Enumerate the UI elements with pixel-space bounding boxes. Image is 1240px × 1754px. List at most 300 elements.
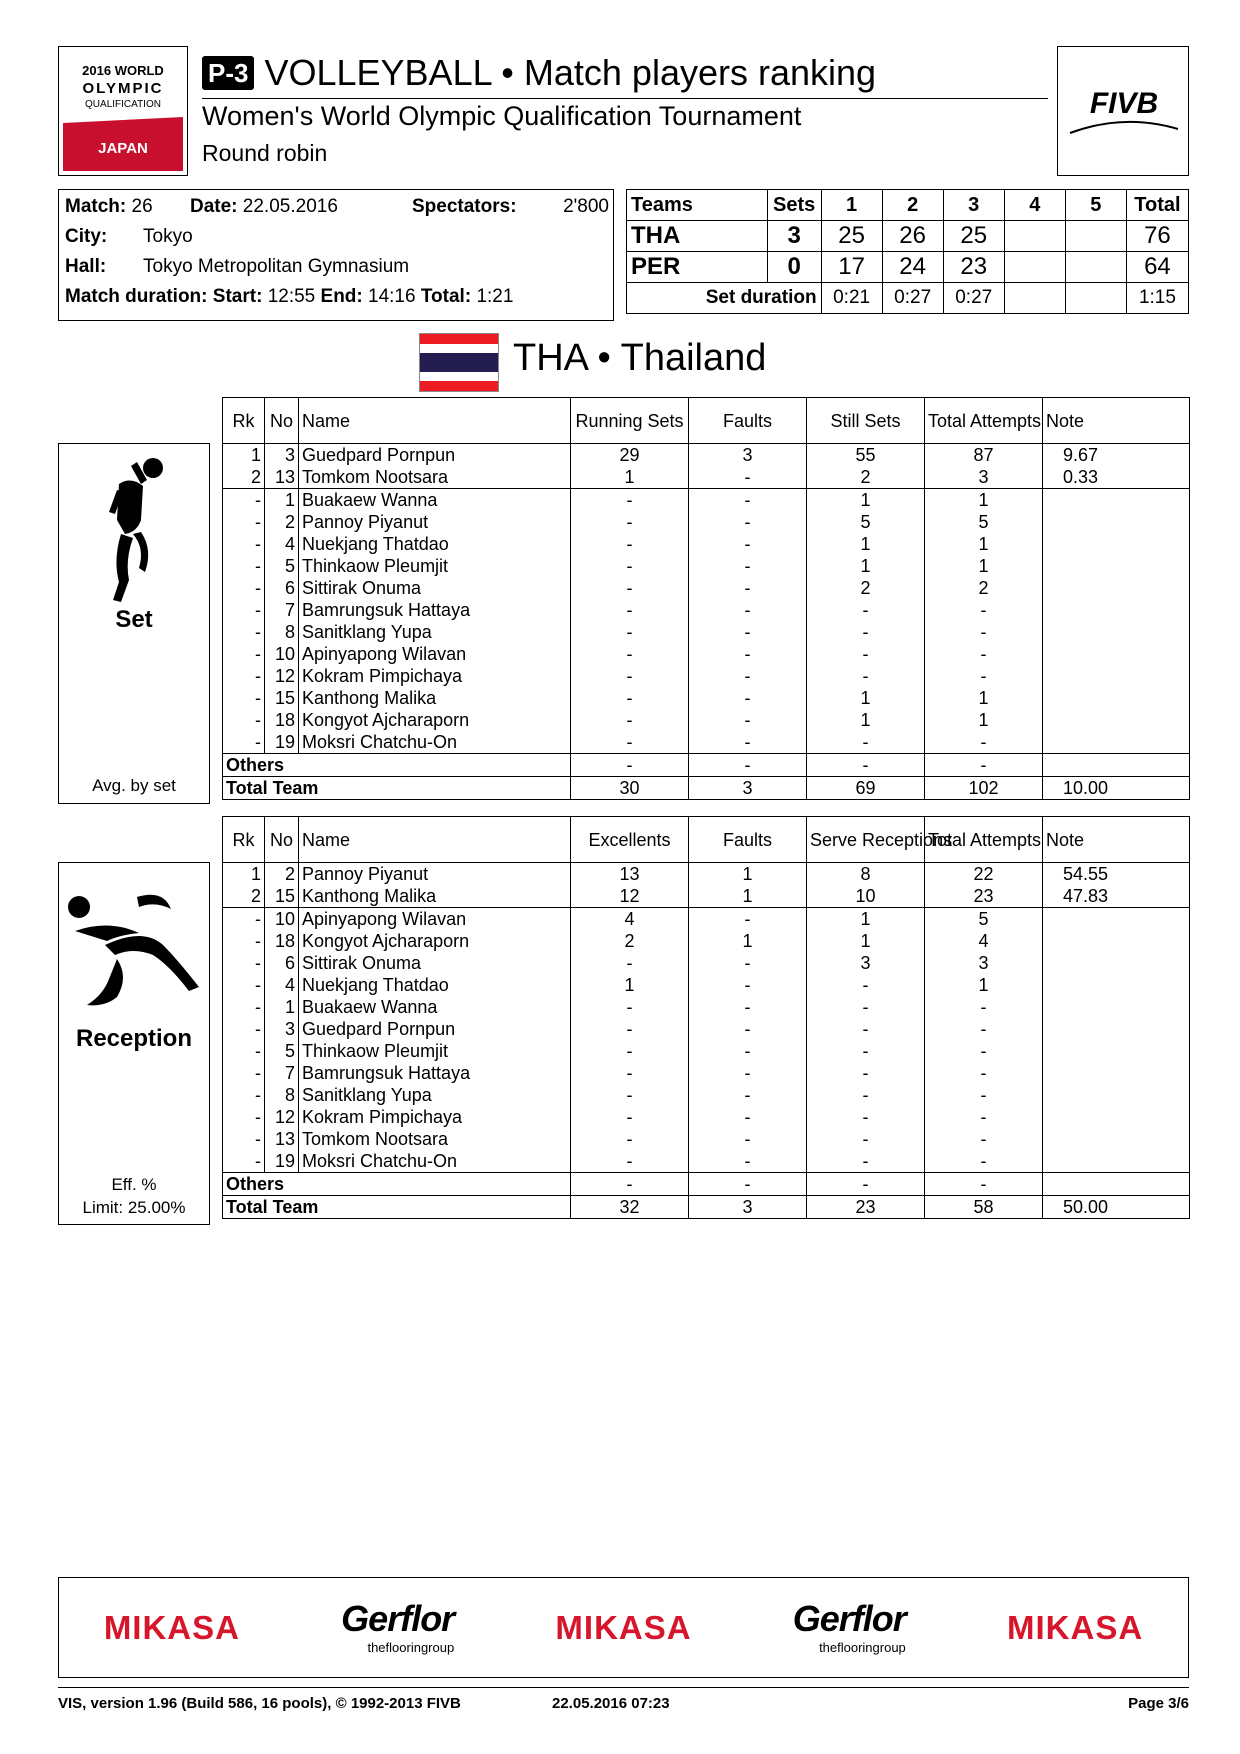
row-value-c: -: [807, 996, 925, 1018]
row-value-c: 10: [807, 885, 925, 908]
row-number: 8: [265, 1084, 299, 1106]
row-value-d: -: [925, 665, 1043, 687]
row-value-a: -: [571, 577, 689, 599]
rec-header-serve-receptions: Serve Receptions: [807, 817, 925, 863]
set-others-c: -: [807, 754, 925, 777]
rec-others-c: -: [807, 1173, 925, 1196]
row-player-name: Kanthong Malika: [299, 885, 571, 908]
row-note: [1043, 731, 1190, 754]
row-value-c: 8: [807, 863, 925, 886]
start-label: Start:: [212, 286, 263, 307]
score-header-set5: 5: [1065, 190, 1126, 221]
row-number: 13: [265, 1128, 299, 1150]
row-value-d: 5: [925, 511, 1043, 533]
gerflor-text: Gerflor: [341, 1598, 455, 1639]
row-value-c: -: [807, 1106, 925, 1128]
gerflor-tagline: theflooringroup: [367, 1640, 455, 1655]
row-note: [1043, 1128, 1190, 1150]
reception-side-panel: [58, 862, 210, 1225]
row-rank: -: [223, 731, 265, 754]
row-value-d: -: [925, 1150, 1043, 1173]
row-value-d: -: [925, 621, 1043, 643]
team-home-set3: 25: [943, 221, 1004, 252]
sponsor-banner: [58, 1577, 1189, 1678]
row-number: 15: [265, 885, 299, 908]
rec-others-label: Others: [223, 1173, 571, 1196]
row-value-c: -: [807, 1062, 925, 1084]
row-note: [1043, 489, 1190, 512]
row-rank: -: [223, 1040, 265, 1062]
row-value-c: 1: [807, 489, 925, 512]
set-others-d: -: [925, 754, 1043, 777]
score-header-teams: Teams: [627, 190, 768, 221]
row-number: 7: [265, 1062, 299, 1084]
rec-total-attempts: 58: [925, 1196, 1043, 1219]
row-number: 10: [265, 643, 299, 665]
set-header-note: Note: [1043, 398, 1190, 444]
city-value: Tokyo: [143, 226, 193, 247]
row-value-c: -: [807, 599, 925, 621]
team-home-total: 76: [1126, 221, 1188, 252]
row-value-a: 1: [571, 974, 689, 996]
table-row: [223, 709, 1190, 731]
row-player-name: Kongyot Ajcharaporn: [299, 930, 571, 952]
row-number: 1: [265, 996, 299, 1018]
team-away-set4: [1004, 252, 1065, 283]
row-value-d: 23: [925, 885, 1043, 908]
row-value-d: 4: [925, 930, 1043, 952]
mikasa-text: MIKASA: [1007, 1608, 1144, 1646]
footer-version: VIS, version 1.96 (Build 586, 16 pools), © 1992-2013 FIVB: [58, 1695, 461, 1712]
set-others-label: Others: [223, 754, 571, 777]
row-player-name: Guedpard Pornpun: [299, 444, 571, 467]
gerflor-tagline: theflooringroup: [819, 1640, 906, 1655]
table-row: [223, 908, 1190, 931]
row-note: [1043, 1062, 1190, 1084]
row-note: [1043, 687, 1190, 709]
set-total-label: Total Team: [223, 777, 571, 800]
spectators-label: Spectators:: [412, 196, 517, 217]
mikasa-text: MIKASA: [103, 1608, 240, 1646]
row-rank: -: [223, 577, 265, 599]
row-value-a: -: [571, 621, 689, 643]
mikasa-sponsor-logo: [511, 1578, 737, 1677]
footer-divider: [58, 1687, 1189, 1688]
row-value-a: -: [571, 555, 689, 577]
team-away-sets: 0: [767, 252, 821, 283]
team-home-set4: [1004, 221, 1065, 252]
row-value-c: 1: [807, 687, 925, 709]
table-row: [223, 885, 1190, 908]
rec-header-attempts: Total Attempts: [925, 817, 1043, 863]
row-value-b: -: [689, 1150, 807, 1173]
row-value-c: 2: [807, 577, 925, 599]
row-value-b: -: [689, 1084, 807, 1106]
row-value-d: 1: [925, 533, 1043, 555]
table-row: [223, 974, 1190, 996]
rec-header-faults: Faults: [689, 817, 807, 863]
row-rank: -: [223, 996, 265, 1018]
row-value-c: 1: [807, 555, 925, 577]
fivb-logo: [1057, 46, 1189, 176]
row-value-b: -: [689, 731, 807, 754]
row-rank: 2: [223, 885, 265, 908]
score-header-set1: 1: [821, 190, 882, 221]
team-home-set2: 26: [882, 221, 943, 252]
row-value-b: -: [689, 533, 807, 555]
row-value-b: -: [689, 643, 807, 665]
row-number: 18: [265, 930, 299, 952]
row-number: 4: [265, 974, 299, 996]
reception-pictogram-icon: [59, 875, 209, 1025]
row-value-c: -: [807, 1150, 925, 1173]
row-value-b: -: [689, 709, 807, 731]
set-total-faults: 3: [689, 777, 807, 800]
set-others-note: [1043, 754, 1190, 777]
logo-line-1: 2016 WORLD: [82, 63, 164, 78]
gerflor-sponsor-logo: [736, 1578, 962, 1677]
hall-label: Hall:: [65, 256, 107, 277]
row-value-b: -: [689, 577, 807, 599]
row-value-c: 1: [807, 930, 925, 952]
rec-total-label: Total Team: [223, 1196, 571, 1219]
set-header-name: Name: [299, 398, 571, 444]
mikasa-sponsor-logo: [59, 1578, 285, 1677]
row-note: [1043, 908, 1190, 931]
end-time: 14:16: [368, 286, 416, 307]
row-value-d: 1: [925, 709, 1043, 731]
row-note: [1043, 1040, 1190, 1062]
row-player-name: Thinkaow Pleumjit: [299, 555, 571, 577]
table-row: [223, 1084, 1190, 1106]
setter-pictogram-icon: [59, 450, 209, 620]
row-value-b: -: [689, 974, 807, 996]
row-rank: -: [223, 533, 265, 555]
set-side-panel: [58, 443, 210, 804]
row-value-a: -: [571, 1040, 689, 1062]
row-value-d: 2: [925, 577, 1043, 599]
row-value-c: -: [807, 665, 925, 687]
row-rank: -: [223, 511, 265, 533]
row-rank: -: [223, 974, 265, 996]
rec-others-note: [1043, 1173, 1190, 1196]
table-row: [223, 731, 1190, 754]
row-rank: 2: [223, 466, 265, 489]
row-player-name: Apinyapong Wilavan: [299, 643, 571, 665]
table-row: [223, 577, 1190, 599]
row-value-a: -: [571, 533, 689, 555]
row-note: [1043, 1150, 1190, 1173]
set-duration-4: [1004, 283, 1065, 314]
team-home-set1: 25: [821, 221, 882, 252]
footer-page: Page 3/6: [1128, 1695, 1189, 1712]
row-value-b: -: [689, 996, 807, 1018]
row-value-b: -: [689, 952, 807, 974]
row-number: 3: [265, 1018, 299, 1040]
match-date: 22.05.2016: [242, 196, 338, 217]
row-number: 6: [265, 577, 299, 599]
row-value-a: -: [571, 511, 689, 533]
score-header-set3: 3: [943, 190, 1004, 221]
row-rank: 1: [223, 863, 265, 886]
gerflor-text: Gerflor: [792, 1598, 906, 1639]
row-value-c: -: [807, 643, 925, 665]
row-note: [1043, 665, 1190, 687]
table-row: [223, 533, 1190, 555]
team-away-code: PER: [627, 252, 768, 283]
table-row: [223, 863, 1190, 886]
reception-note-eff: Eff. %: [111, 1175, 157, 1194]
row-value-b: -: [689, 1040, 807, 1062]
set-duration-total: 1:15: [1126, 283, 1188, 314]
row-note: [1043, 709, 1190, 731]
row-rank: -: [223, 1150, 265, 1173]
row-player-name: Pannoy Piyanut: [299, 863, 571, 886]
row-number: 5: [265, 555, 299, 577]
team-away-set3: 23: [943, 252, 1004, 283]
row-player-name: Moksri Chatchu-On: [299, 731, 571, 754]
row-value-d: -: [925, 599, 1043, 621]
end-label: End:: [320, 286, 363, 307]
row-value-d: -: [925, 1062, 1043, 1084]
reception-note-limit: Limit: 25.00%: [82, 1198, 186, 1217]
row-value-c: -: [807, 621, 925, 643]
row-value-a: -: [571, 1062, 689, 1084]
hall-value: Tokyo Metropolitan Gymnasium: [143, 256, 410, 277]
row-number: 19: [265, 1150, 299, 1173]
table-row: [223, 687, 1190, 709]
row-note: [1043, 974, 1190, 996]
rec-total-serve-receptions: 23: [807, 1196, 925, 1219]
row-value-c: 2: [807, 466, 925, 489]
row-value-d: -: [925, 1128, 1043, 1150]
table-row: [223, 996, 1190, 1018]
logo-line-3: QUALIFICATION: [85, 99, 161, 110]
title-text: VOLLEYBALL • Match players ranking: [264, 52, 877, 93]
row-value-a: -: [571, 1106, 689, 1128]
row-number: 7: [265, 599, 299, 621]
row-value-a: -: [571, 996, 689, 1018]
spectators-value: 2'800: [563, 196, 609, 217]
row-player-name: Moksri Chatchu-On: [299, 1150, 571, 1173]
row-player-name: Sittirak Onuma: [299, 577, 571, 599]
row-rank: -: [223, 930, 265, 952]
row-value-c: -: [807, 1128, 925, 1150]
row-player-name: Tomkom Nootsara: [299, 1128, 571, 1150]
table-row: [223, 643, 1190, 665]
row-value-d: 3: [925, 466, 1043, 489]
set-label: Set: [115, 606, 153, 633]
table-row: [223, 665, 1190, 687]
table-row: [223, 555, 1190, 577]
table-row: [223, 930, 1190, 952]
score-header-total: Total: [1126, 190, 1188, 221]
row-player-name: Kokram Pimpichaya: [299, 1106, 571, 1128]
set-duration-2: 0:27: [882, 283, 943, 314]
row-value-d: -: [925, 1040, 1043, 1062]
table-row: [223, 466, 1190, 489]
row-value-a: -: [571, 687, 689, 709]
table-row: [223, 952, 1190, 974]
set-duration-5: [1065, 283, 1126, 314]
footer-timestamp: 22.05.2016 07:23: [552, 1695, 670, 1712]
row-value-c: 5: [807, 511, 925, 533]
date-label: Date:: [190, 196, 238, 217]
fivb-text: FIVB: [1089, 87, 1159, 120]
set-total-note: 10.00: [1043, 777, 1190, 800]
score-header-sets: Sets: [767, 190, 821, 221]
row-player-name: Nuekjang Thatdao: [299, 533, 571, 555]
row-value-b: -: [689, 687, 807, 709]
match-label: Match:: [65, 196, 127, 217]
row-player-name: Bamrungsuk Hattaya: [299, 1062, 571, 1084]
table-row: [223, 621, 1190, 643]
row-value-b: -: [689, 665, 807, 687]
tournament-logo: [58, 46, 188, 176]
row-value-b: -: [689, 1062, 807, 1084]
row-note: [1043, 643, 1190, 665]
row-note: [1043, 511, 1190, 533]
row-note: [1043, 996, 1190, 1018]
row-value-c: -: [807, 974, 925, 996]
total-duration-label: Total:: [420, 286, 472, 307]
row-number: 12: [265, 665, 299, 687]
row-rank: -: [223, 1128, 265, 1150]
row-value-a: -: [571, 1128, 689, 1150]
rec-others-d: -: [925, 1173, 1043, 1196]
row-value-c: -: [807, 1084, 925, 1106]
row-value-d: 1: [925, 974, 1043, 996]
team-home-set5: [1065, 221, 1126, 252]
row-player-name: Tomkom Nootsara: [299, 466, 571, 489]
city-label: City:: [65, 226, 108, 247]
row-rank: -: [223, 1084, 265, 1106]
row-number: 18: [265, 709, 299, 731]
row-player-name: Nuekjang Thatdao: [299, 974, 571, 996]
row-number: 12: [265, 1106, 299, 1128]
row-number: 6: [265, 952, 299, 974]
row-player-name: Thinkaow Pleumjit: [299, 1040, 571, 1062]
row-number: 15: [265, 687, 299, 709]
row-number: 2: [265, 511, 299, 533]
row-value-a: -: [571, 709, 689, 731]
rec-header-note: Note: [1043, 817, 1190, 863]
logo-line-4: JAPAN: [98, 140, 148, 157]
row-player-name: Kokram Pimpichaya: [299, 665, 571, 687]
row-value-b: -: [689, 621, 807, 643]
table-row: [223, 1018, 1190, 1040]
row-value-d: 22: [925, 863, 1043, 886]
row-value-a: -: [571, 599, 689, 621]
team-away-total: 64: [1126, 252, 1188, 283]
row-rank: -: [223, 1062, 265, 1084]
row-rank: 1: [223, 444, 265, 467]
row-number: 13: [265, 466, 299, 489]
row-value-b: -: [689, 1128, 807, 1150]
row-player-name: Buakaew Wanna: [299, 489, 571, 512]
table-row: [223, 1062, 1190, 1084]
row-rank: -: [223, 643, 265, 665]
set-header-rk: Rk: [223, 398, 265, 444]
row-value-b: -: [689, 489, 807, 512]
match-number: 26: [131, 196, 153, 217]
row-value-d: 1: [925, 555, 1043, 577]
set-total-attempts: 102: [925, 777, 1043, 800]
row-note: 9.67: [1043, 444, 1190, 467]
rec-total-faults: 3: [689, 1196, 807, 1219]
row-number: 5: [265, 1040, 299, 1062]
table-row: [223, 511, 1190, 533]
row-player-name: Sanitklang Yupa: [299, 621, 571, 643]
set-header-attempts: Total Attempts: [925, 398, 1043, 444]
row-note: [1043, 930, 1190, 952]
row-value-b: -: [689, 555, 807, 577]
start-time: 12:55: [267, 286, 316, 307]
table-row: [223, 599, 1190, 621]
row-rank: -: [223, 621, 265, 643]
row-value-a: 4: [571, 908, 689, 931]
row-rank: -: [223, 489, 265, 512]
row-note: [1043, 577, 1190, 599]
row-value-a: 2: [571, 930, 689, 952]
rec-total-note: 50.00: [1043, 1196, 1190, 1219]
page-code-badge: P-3: [202, 56, 254, 90]
row-value-b: 3: [689, 444, 807, 467]
row-rank: -: [223, 687, 265, 709]
row-value-a: 13: [571, 863, 689, 886]
total-duration: 1:21: [476, 286, 514, 307]
row-value-a: -: [571, 1084, 689, 1106]
row-number: 10: [265, 908, 299, 931]
table-row: [223, 1128, 1190, 1150]
row-number: 19: [265, 731, 299, 754]
row-value-d: 1: [925, 489, 1043, 512]
row-number: 1: [265, 489, 299, 512]
row-value-b: -: [689, 599, 807, 621]
row-value-d: 87: [925, 444, 1043, 467]
row-value-b: -: [689, 1018, 807, 1040]
table-row: [223, 1040, 1190, 1062]
row-note: [1043, 533, 1190, 555]
row-value-d: -: [925, 731, 1043, 754]
row-note: [1043, 555, 1190, 577]
set-duration-label: Set duration: [627, 283, 822, 314]
set-duration-3: 0:27: [943, 283, 1004, 314]
table-row: [223, 489, 1190, 512]
row-rank: -: [223, 665, 265, 687]
rec-others-a: -: [571, 1173, 689, 1196]
set-note: Avg. by set: [92, 776, 176, 795]
row-value-b: 1: [689, 930, 807, 952]
row-note: [1043, 599, 1190, 621]
set-header-no: No: [265, 398, 299, 444]
row-value-d: -: [925, 996, 1043, 1018]
row-rank: -: [223, 1018, 265, 1040]
rec-total-excellents: 32: [571, 1196, 689, 1219]
set-others-a: -: [571, 754, 689, 777]
row-value-a: 12: [571, 885, 689, 908]
row-value-a: -: [571, 643, 689, 665]
match-info-box: [58, 189, 614, 321]
team-away-set1: 17: [821, 252, 882, 283]
row-player-name: Sanitklang Yupa: [299, 1084, 571, 1106]
row-value-a: -: [571, 731, 689, 754]
set-duration-1: 0:21: [821, 283, 882, 314]
row-value-d: 1: [925, 687, 1043, 709]
row-value-c: 1: [807, 533, 925, 555]
row-value-c: -: [807, 1018, 925, 1040]
row-value-c: 3: [807, 952, 925, 974]
